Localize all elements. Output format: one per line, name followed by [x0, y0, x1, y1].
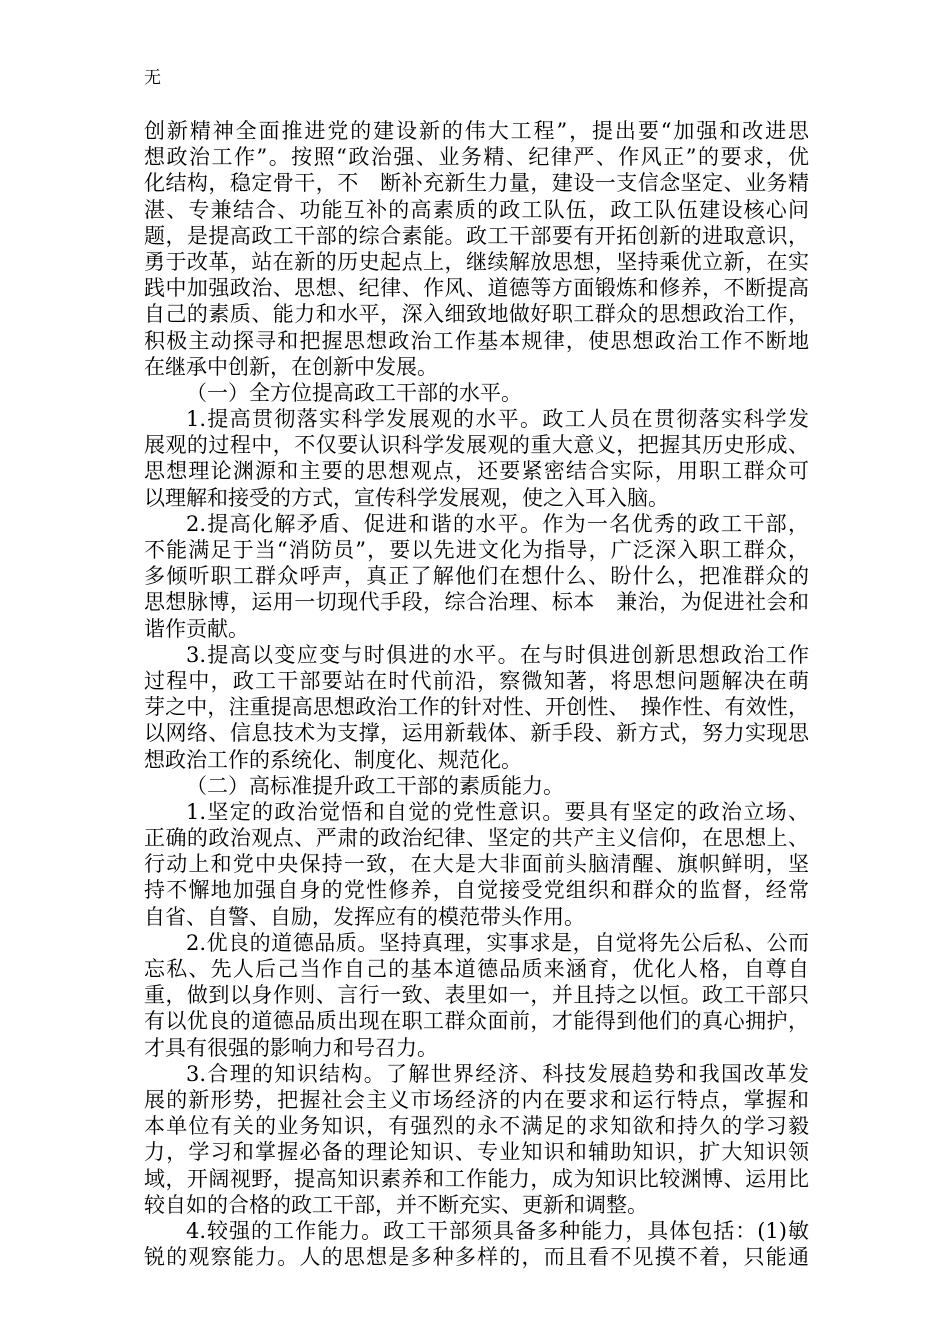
text-line: 想政治工作的系统化、制度化、规范化。 [144, 747, 522, 772]
text-line: 思想脉博，运用一切现代手段，综合治理、标本 兼治，为促进社会和 [144, 590, 809, 615]
text-line: 在继承中创新，在创新中发展。 [144, 354, 438, 379]
text-line: 行动上和党中央保持一致，在大是大非面前头脑清醒、旗帜鲜明，坚 [144, 852, 809, 877]
text-line: 想政治工作”。按照“政治强、业务精、纪律严、作风正”的要求，优 [144, 145, 809, 170]
text-line: 域，开阔视野，提高知识素养和工作能力，成为知识比较渊博、运用比 [144, 1166, 809, 1191]
text-line: 以理解和接受的方式，宣传科学发展观，使之入耳入脑。 [144, 485, 669, 510]
text-line: 1.坚定的政治觉悟和自觉的党性意识。要具有坚定的政治立场、 [186, 799, 809, 824]
text-line: 湛、专兼结合、功能互补的高素质的政工队伍，政工队伍建设核心问 [144, 197, 809, 222]
text-line: 过程中，政工干部要站在时代前沿，察微知著，将思想问题解决在萌 [144, 668, 809, 693]
text-line: 芽之中，注重提高思想政治工作的针对性、开创性、 操作性、有效性， [144, 695, 809, 720]
text-line: 不能满足于当“消防员”，要以先进文化为指导，广泛深入职工群众， [144, 538, 809, 562]
text-line: 化结构，稳定骨干，不 断补充新生力量，建设一支信念坚定、业务精 [144, 171, 809, 196]
text-line: 1.提高贯彻落实科学发展观的水平。政工人员在贯彻落实科学发 [186, 407, 809, 432]
text-line: 重，做到以身作则、言行一致、表里如一，并且持之以恒。政工干部只 [144, 983, 809, 1008]
text-line: 3.提高以变应变与时俱进的水平。在与时俱进创新思想政治工作 [186, 642, 809, 667]
text-line: 持不懈地加强自身的党性修养，自觉接受党组织和群众的监督，经常 [144, 878, 809, 903]
text-line: 积极主动探寻和把握思想政治工作基本规律，使思想政治工作不断地 [144, 328, 809, 353]
text-line: 才具有很强的影响力和号召力。 [144, 1035, 438, 1060]
text-line: 2.优良的道德品质。坚持真理，实事求是，自觉将先公后私、公而 [186, 930, 809, 955]
text-line: 自省、自警、自励，发挥应有的模范带头作用。 [144, 904, 585, 929]
text-line: 展观的过程中，不仅要认识科学发展观的重大意义，把握其历史形成、 [144, 433, 809, 458]
document-body [144, 118, 809, 1270]
text-line: 2.提高化解矛盾、促进和谐的水平。作为一名优秀的政工干部， [186, 511, 809, 536]
text-line: 较自如的合格的政工干部，并不断充实、更新和调整。 [144, 1192, 648, 1217]
text-line: 有以优良的道德品质出现在职工群众面前，才能得到他们的真心拥护， [144, 1009, 809, 1034]
text-line: 忘私、先人后己当作自己的基本道德品质来涵育，优化人格，自尊自 [144, 957, 809, 981]
text-line: 题，是提高政工干部的综合素能。政工干部要有开拓创新的进取意识， [144, 223, 809, 248]
text-line: 自己的素质、能力和水平，深入细致地做好职工群众的思想政治工作， [144, 302, 809, 327]
text-line: 本单位有关的业务知识，有强烈的永不满足的求知欲和持久的学习毅 [144, 1114, 809, 1139]
text-line: 3.合理的知识结构。了解世界经济、科技发展趋势和我国改革发 [186, 1061, 809, 1086]
text-line: 展的新形势，把握社会主义市场经济的内在要求和运行特点，掌握和 [144, 1087, 809, 1112]
page-header: 无 [144, 68, 161, 88]
text-line: 践中加强政治、思想、纪律、作风、道德等方面锻炼和修养，不断提高 [144, 276, 809, 301]
text-line: 谐作贡献。 [144, 616, 249, 641]
text-line: 勇于改革，站在新的历史起点上，继续解放思想，坚持乘优立新，在实 [144, 249, 809, 274]
text-line: （二）高标准提升政工干部的素质能力。 [186, 773, 564, 798]
text-line: 多倾听职工群众呼声，真正了解他们在想什么、盼什么，把准群众的 [144, 564, 809, 589]
text-line: （一）全方位提高政工干部的水平。 [186, 380, 522, 405]
text-line: 力，学习和掌握必备的理论知识、专业知识和辅助知识，扩大知识领 [144, 1140, 809, 1165]
text-line: 正确的政治观点、严肃的政治纪律、坚定的共产主义信仰，在思想上、 [144, 826, 809, 851]
text-line: 创新精神全面推进党的建设新的伟大工程”，提出要“加强和改进思 [144, 119, 809, 143]
text-line: 锐的观察能力。人的思想是多种多样的，而且看不见摸不着，只能通 [144, 1245, 809, 1270]
text-line: 思想理论渊源和主要的思想观点，还要紧密结合实际，用职工群众可 [144, 459, 809, 484]
text-line: 4.较强的工作能力。政工干部须具备多种能力，具体包括：(1)敏 [186, 1218, 809, 1243]
text-line: 以网络、信息技术为支撑，运用新载体、新手段、新方式，努力实现思 [144, 721, 809, 746]
